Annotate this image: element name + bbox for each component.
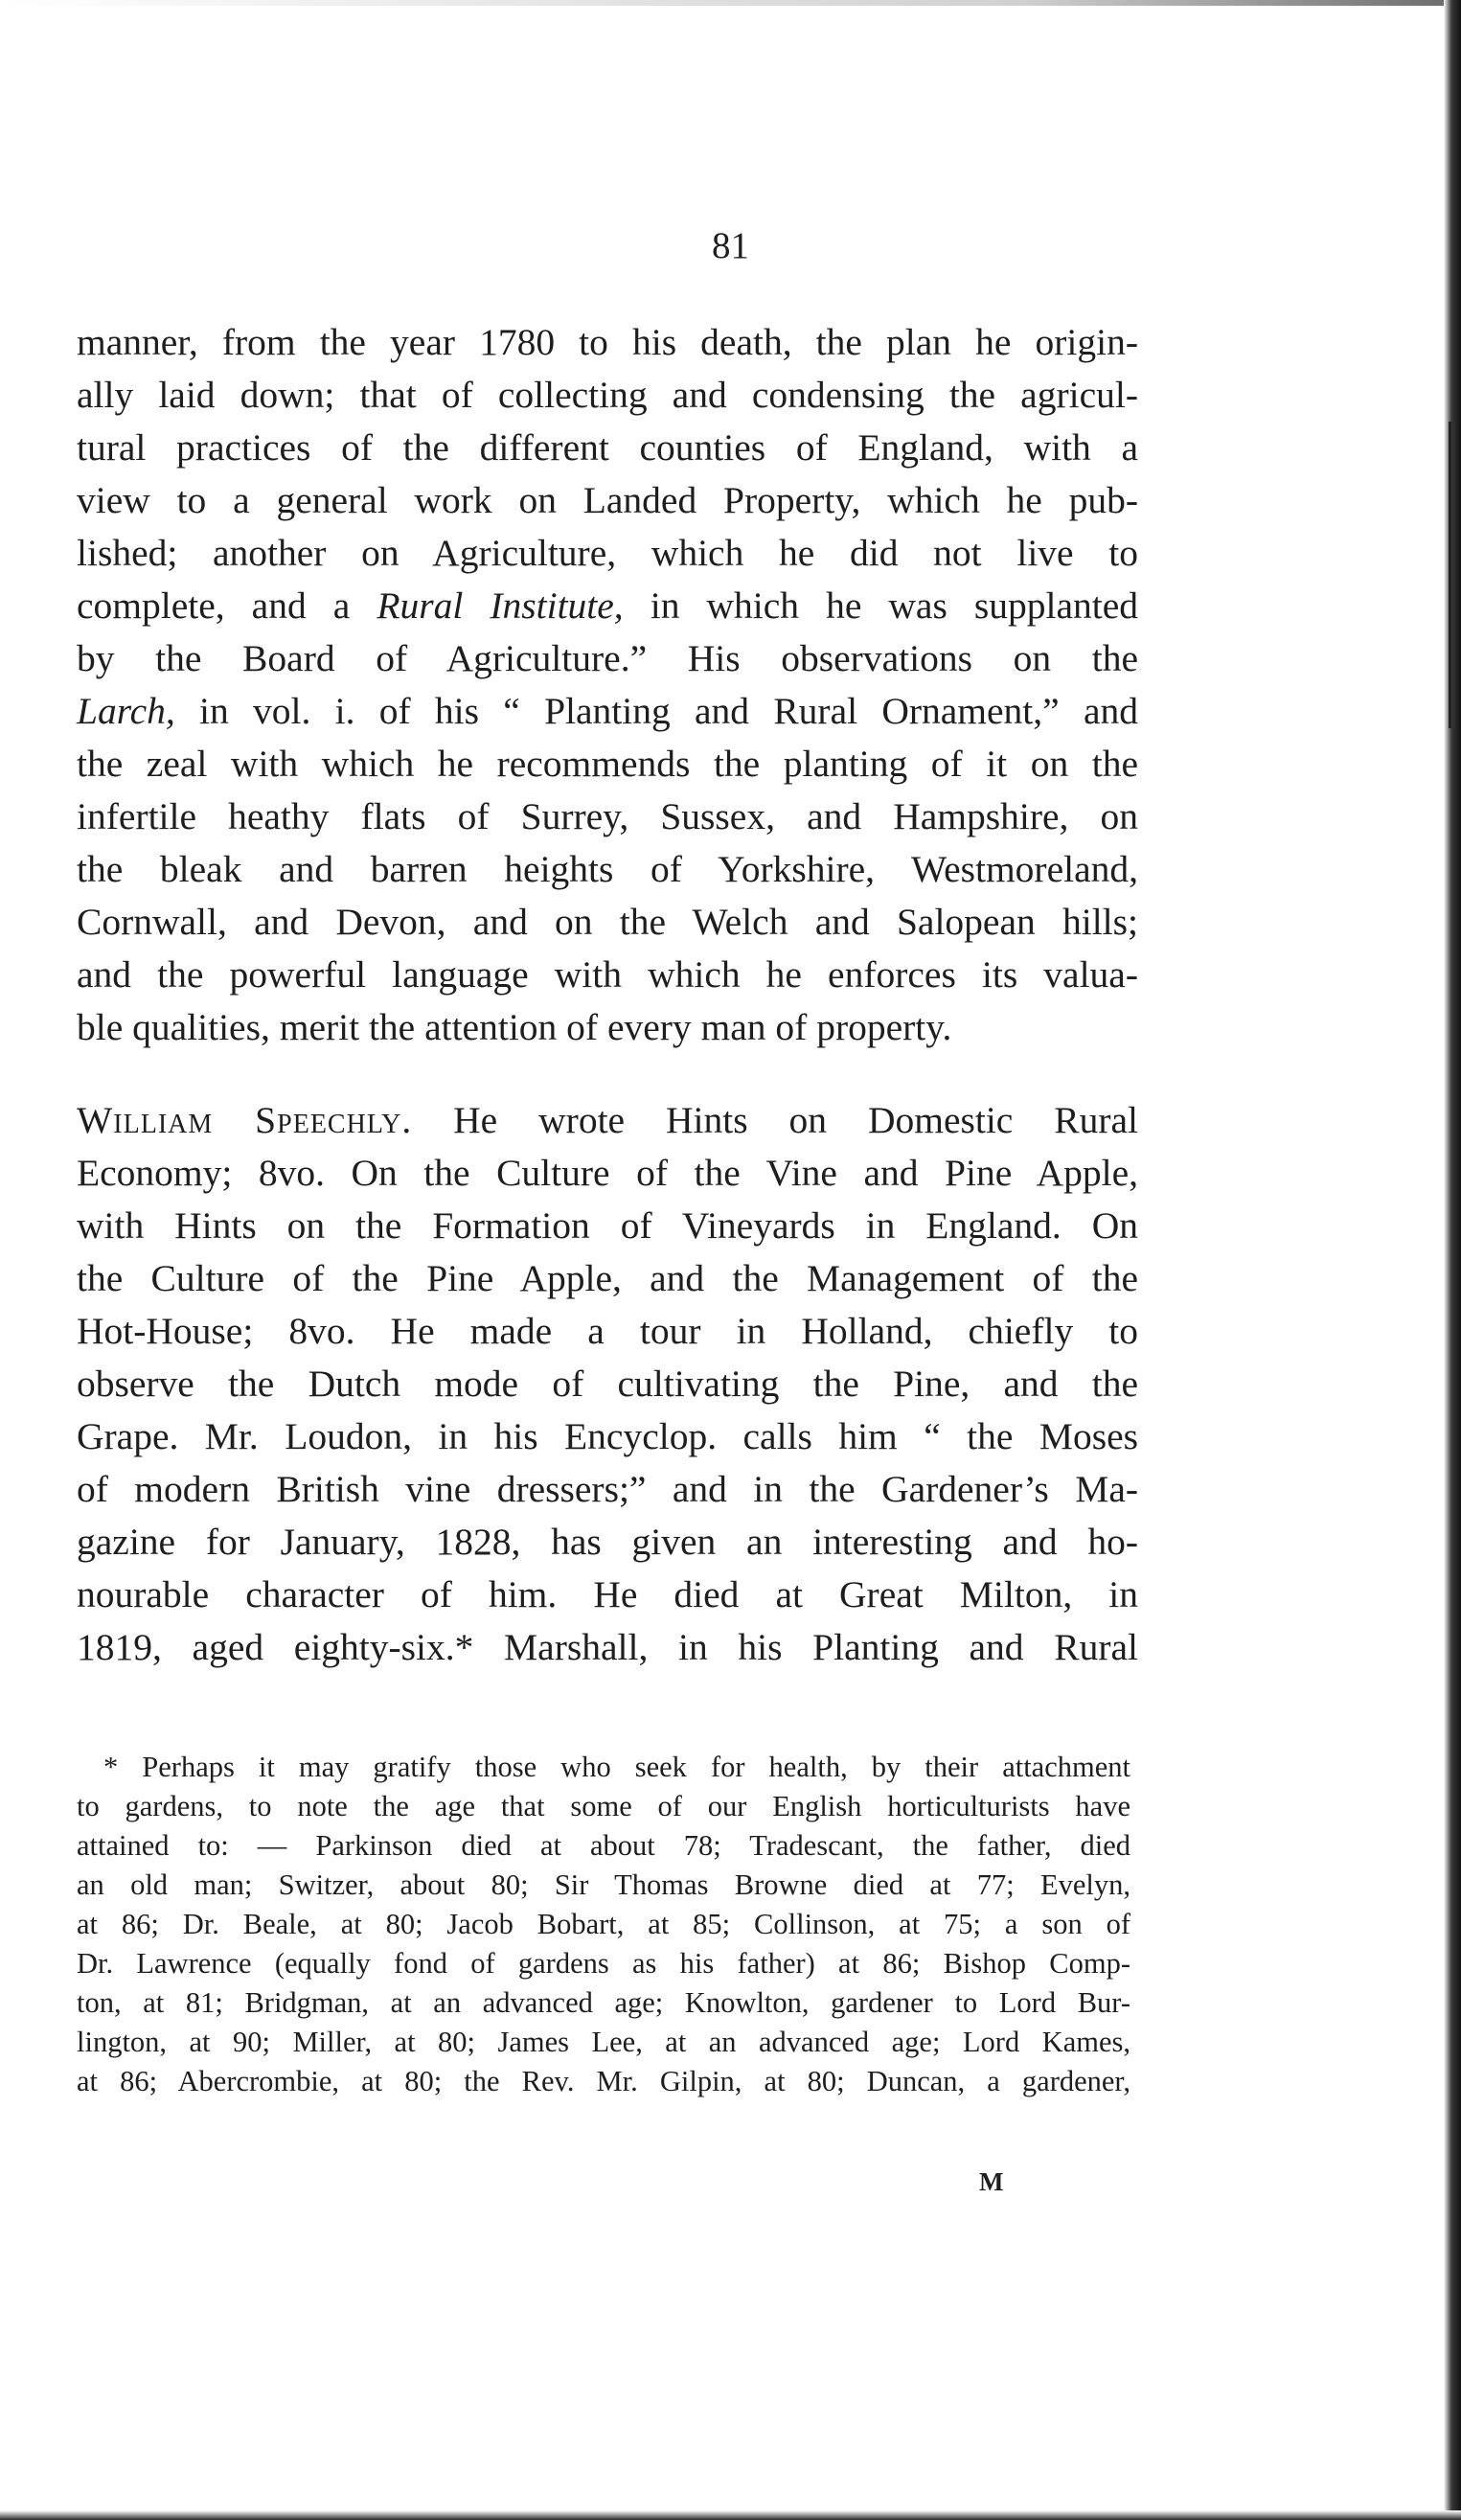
text-line: Economy; 8vo. On the Culture of the Vine and Pine Apple, [77,1152,1138,1194]
footnote-line: lington, at 90; Miller, at 80; James Lee, at an advanced age; Lord Kames, [77,2026,1130,2058]
text-line: of modern British vine dressers;” and in the Gardener’s Ma- [77,1468,1138,1510]
text-line: Cornwall, and Devon, and on the Welch and Salopean hills; [77,901,1138,943]
page-top-edge [0,0,1461,6]
text-line: by the Board of Agriculture.” His observations on the [77,637,1138,679]
signature-mark: M [979,2167,1004,2196]
text-line: ally laid down; that of collecting and condensing the agricul- [77,374,1138,416]
text-line: 1819, aged eighty-six.* Marshall, in his Planting and Rural [77,1626,1138,1668]
paragraph-marshall-continuation [77,316,1138,1054]
text-line: Hot-House; 8vo. He made a tour in Holland, chiefly to [77,1310,1138,1352]
paragraph-william-speechly [77,1094,1138,1674]
text-line: with Hints on the Formation of Vineyards in England. On [77,1204,1138,1247]
footnote-line: attained to: — Parkinson died at about 78; Tradescant, the father, died [77,1829,1130,1862]
text-line: lished; another on Agriculture, which he did not live to [77,532,1138,574]
text-line: Grape. Mr. Loudon, in his Encyclop. calls him “ the Moses [77,1415,1138,1457]
text-line: nourable character of him. He died at Great Milton, in [77,1573,1138,1615]
page-binding-shadow [1449,422,1451,728]
footnote [77,1748,1130,2101]
text-line: view to a general work on Landed Property, which he pub- [77,479,1138,521]
text-line: observe the Dutch mode of cultivating the Pine, and the [77,1363,1138,1405]
page-bottom-edge [0,2510,1461,2520]
text-line: and the powerful language with which he enforces its valua- [77,953,1138,996]
text-line: William Speechly. He wrote Hints on Domestic Rural [77,1099,1139,1141]
text-line: gazine for January, 1828, has given an interesting and ho- [77,1521,1138,1563]
text-line: the zeal with which he recommends the planting of it on the [77,743,1138,785]
text-line: manner, from the year 1780 to his death, the plan he origin- [77,321,1138,363]
text-line: the bleak and barren heights of Yorkshire, Westmoreland, [77,848,1138,890]
text-line: the Culture of the Pine Apple, and the Management of the [77,1257,1138,1299]
text-line: tural practices of the different counties of England, with a [77,426,1138,469]
text-line: complete, and a Rural Institute, in which he was supplanted [77,584,1138,627]
text-line: Larch, in vol. i. of his “ Planting and Rural Ornament,” and [77,690,1138,732]
footnote-line: Dr. Lawrence (equally fond of gardens as his father) at 86; Bishop Comp- [77,1947,1130,1980]
footnote-line: * Perhaps it may gratify those who seek for health, by their attachment [103,1751,1130,1783]
footnote-line: at 86; Dr. Beale, at 80; Jacob Bobart, at 85; Collinson, at 75; a son of [77,1908,1130,1940]
footnote-line: to gardens, to note the age that some of our English horticulturists have [77,1790,1130,1822]
page-number: 81 [712,225,749,266]
footnote-line: an old man; Switzer, about 80; Sir Thomas Browne died at 77; Evelyn, [77,1868,1130,1901]
footnote-line: ton, at 81; Bridgman, at an advanced age; Knowlton, gardener to Lord Bur- [77,1986,1130,2019]
text-line: ble qualities, merit the attention of every man of property. [77,1006,952,1048]
footnote-line: at 86; Abercrombie, at 80; the Rev. Mr. Gilpin, at 80; Duncan, a gardener, [77,2065,1130,2097]
text-line: infertile heathy flats of Surrey, Sussex, and Hampshire, on [77,795,1138,837]
page-right-edge [1444,0,1461,2520]
